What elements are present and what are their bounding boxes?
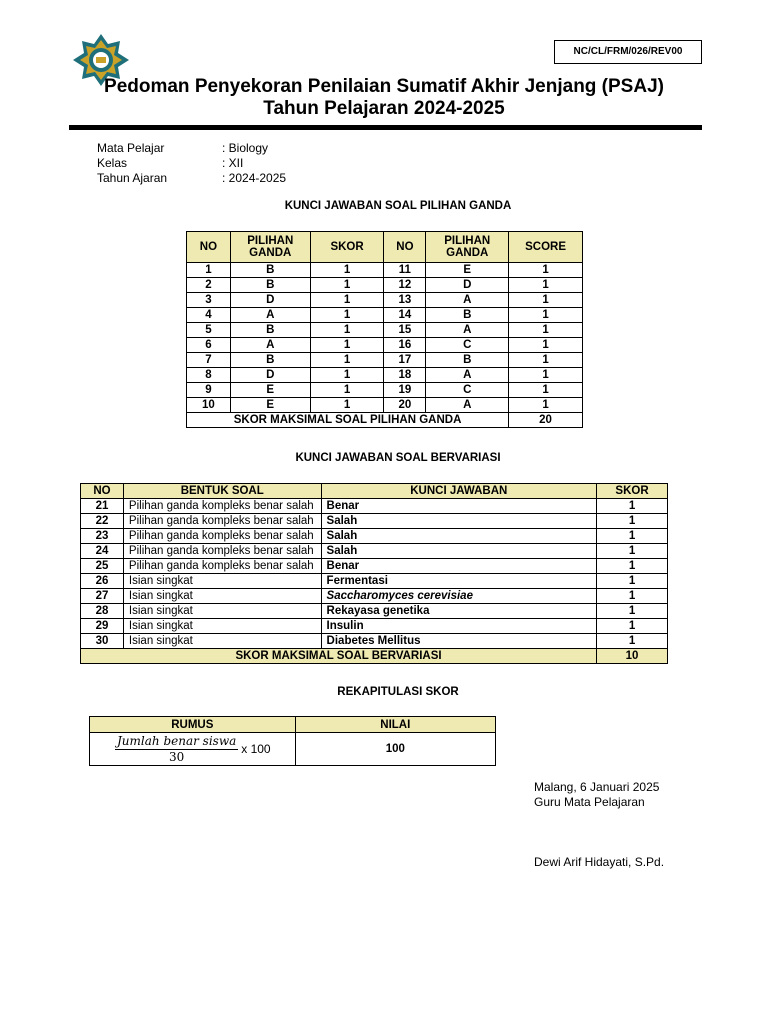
- var-type: Pilihan ganda kompleks benar salah: [123, 559, 321, 574]
- var-score: 1: [597, 634, 668, 649]
- pg-choice-2: B: [426, 308, 509, 323]
- pg-no: 4: [187, 308, 231, 323]
- var-score: 1: [597, 574, 668, 589]
- nilai-value: 100: [295, 733, 495, 766]
- table-row: [81, 514, 668, 529]
- table-row: [81, 529, 668, 544]
- var-header-score: SKOR: [597, 484, 668, 499]
- var-score: 1: [597, 514, 668, 529]
- pg-no-2: 20: [384, 398, 426, 413]
- var-type: Pilihan ganda kompleks benar salah: [123, 544, 321, 559]
- document-title: Pedoman Penyekoran Penilaian Sumatif Akhir Jenjang (PSAJ): [104, 76, 664, 97]
- pg-score: 1: [310, 338, 384, 353]
- pg-score: 1: [310, 383, 384, 398]
- form-code: NC/CL/FRM/026/REV00: [554, 40, 702, 64]
- pg-score-2: 1: [509, 353, 583, 368]
- pg-total-label: SKOR MAKSIMAL SOAL PILIHAN GANDA: [187, 413, 509, 428]
- var-score: 1: [597, 559, 668, 574]
- var-no: 23: [81, 529, 124, 544]
- pg-choice: A: [230, 308, 310, 323]
- table-row: [81, 499, 668, 514]
- var-header-type: BENTUK SOAL: [123, 484, 321, 499]
- table-row: [81, 634, 668, 649]
- pg-section-title: KUNCI JAWABAN SOAL PILIHAN GANDA: [284, 200, 512, 212]
- pg-score-2: 1: [509, 323, 583, 338]
- table-row: [187, 353, 583, 368]
- var-no: 24: [81, 544, 124, 559]
- var-no: 25: [81, 559, 124, 574]
- var-type: Isian singkat: [123, 634, 321, 649]
- table-row: [187, 398, 583, 413]
- var-no: 29: [81, 619, 124, 634]
- var-total-label: SKOR MAKSIMAL SOAL BERVARIASI: [81, 649, 597, 664]
- var-key: Fermentasi: [321, 574, 597, 589]
- formula-fraction: [115, 734, 238, 765]
- pg-score-2: 1: [509, 368, 583, 383]
- var-type: Pilihan ganda kompleks benar salah: [123, 529, 321, 544]
- pg-header-choice-2: PILIHAN GANDA: [426, 232, 509, 263]
- table-row: [187, 293, 583, 308]
- var-key: Benar: [321, 559, 597, 574]
- var-score: 1: [597, 604, 668, 619]
- pg-score: 1: [310, 308, 384, 323]
- formula-denominator: 30: [168, 749, 185, 764]
- pg-score: 1: [310, 278, 384, 293]
- var-header-key: KUNCI JAWABAN: [321, 484, 597, 499]
- pg-no: 9: [187, 383, 231, 398]
- var-total-value: 10: [597, 649, 668, 664]
- pg-answer-table: [186, 231, 583, 428]
- pg-score-2: 1: [509, 308, 583, 323]
- rekap-header-value: NILAI: [295, 717, 495, 733]
- pg-choice-2: E: [426, 263, 509, 278]
- pg-score-2: 1: [509, 383, 583, 398]
- pg-header-no: NO: [187, 232, 231, 263]
- var-type: Pilihan ganda kompleks benar salah: [123, 499, 321, 514]
- pg-no-2: 17: [384, 353, 426, 368]
- pg-score-2: 1: [509, 263, 583, 278]
- table-row: [81, 604, 668, 619]
- rekap-table: [89, 716, 496, 766]
- var-no: 28: [81, 604, 124, 619]
- pg-no: 8: [187, 368, 231, 383]
- header-rule: [69, 125, 702, 130]
- pg-choice: A: [230, 338, 310, 353]
- signature-place-date: Malang, 6 Januari 2025: [534, 780, 660, 794]
- pg-header-choice: PILIHAN GANDA: [230, 232, 310, 263]
- pg-choice-2: C: [426, 383, 509, 398]
- pg-header-no-2: NO: [384, 232, 426, 263]
- var-type: Isian singkat: [123, 619, 321, 634]
- rekap-section-title: REKAPITULASI SKOR: [337, 686, 459, 698]
- var-header-no: NO: [81, 484, 124, 499]
- info-value-subject: : Biology: [222, 141, 269, 155]
- pg-choice-2: A: [426, 398, 509, 413]
- table-row: [187, 383, 583, 398]
- pg-choice: B: [230, 278, 310, 293]
- table-row: [187, 338, 583, 353]
- pg-no: 1: [187, 263, 231, 278]
- document-subtitle: Tahun Pelajaran 2024-2025: [263, 98, 505, 119]
- var-type: Isian singkat: [123, 604, 321, 619]
- pg-score-2: 1: [509, 278, 583, 293]
- pg-choice-2: D: [426, 278, 509, 293]
- info-value-class: : XII: [222, 156, 244, 170]
- formula-numerator: Jumlah benar siswa: [117, 733, 237, 748]
- pg-no-2: 12: [384, 278, 426, 293]
- rekap-header-formula: RUMUS: [90, 717, 296, 733]
- var-key: Benar: [321, 499, 597, 514]
- pg-choice-2: A: [426, 323, 509, 338]
- pg-score: 1: [310, 293, 384, 308]
- var-key: Rekayasa genetika: [321, 604, 597, 619]
- pg-choice-2: A: [426, 368, 509, 383]
- pg-header-score: SKOR: [310, 232, 384, 263]
- var-key: Insulin: [321, 619, 597, 634]
- formula-multiplier: x 100: [241, 742, 271, 756]
- info-label-year: Tahun Ajaran: [97, 171, 168, 185]
- var-type: Pilihan ganda kompleks benar salah: [123, 514, 321, 529]
- var-key: Salah: [321, 529, 597, 544]
- table-row: [81, 619, 668, 634]
- table-row: [187, 308, 583, 323]
- info-label-class: Kelas: [97, 156, 128, 170]
- pg-score: 1: [310, 368, 384, 383]
- pg-no: 5: [187, 323, 231, 338]
- pg-choice: D: [230, 293, 310, 308]
- pg-no: 3: [187, 293, 231, 308]
- pg-no-2: 15: [384, 323, 426, 338]
- info-label-subject: Mata Pelajar: [97, 141, 165, 155]
- var-key: Salah: [321, 514, 597, 529]
- pg-no-2: 14: [384, 308, 426, 323]
- var-score: 1: [597, 499, 668, 514]
- pg-score-2: 1: [509, 338, 583, 353]
- table-row: [81, 574, 668, 589]
- pg-no-2: 11: [384, 263, 426, 278]
- signature-role: Guru Mata Pelajaran: [534, 795, 645, 809]
- info-value-year: : 2024-2025: [222, 171, 287, 185]
- pg-choice: B: [230, 353, 310, 368]
- table-row: [187, 323, 583, 338]
- table-row: [187, 278, 583, 293]
- pg-choice: E: [230, 383, 310, 398]
- var-key: Saccharomyces cerevisiae: [321, 589, 597, 604]
- var-no: 27: [81, 589, 124, 604]
- pg-score: 1: [310, 263, 384, 278]
- pg-choice: E: [230, 398, 310, 413]
- var-section-title: KUNCI JAWABAN SOAL BERVARIASI: [295, 452, 501, 464]
- pg-score-2: 1: [509, 398, 583, 413]
- signature-name: Dewi Arif Hidayati, S.Pd.: [534, 855, 665, 869]
- pg-score-2: 1: [509, 293, 583, 308]
- pg-choice: B: [230, 323, 310, 338]
- var-key: Salah: [321, 544, 597, 559]
- pg-no: 10: [187, 398, 231, 413]
- pg-no-2: 13: [384, 293, 426, 308]
- pg-no: 6: [187, 338, 231, 353]
- var-no: 30: [81, 634, 124, 649]
- var-key: Diabetes Mellitus: [321, 634, 597, 649]
- var-score: 1: [597, 544, 668, 559]
- var-score: 1: [597, 529, 668, 544]
- pg-choice-2: C: [426, 338, 509, 353]
- table-row: [81, 589, 668, 604]
- var-no: 22: [81, 514, 124, 529]
- pg-no-2: 18: [384, 368, 426, 383]
- pg-total-value: 20: [509, 413, 583, 428]
- table-row: [187, 263, 583, 278]
- pg-header-score-2: SCORE: [509, 232, 583, 263]
- pg-no-2: 19: [384, 383, 426, 398]
- var-no: 26: [81, 574, 124, 589]
- var-score: 1: [597, 589, 668, 604]
- var-type: Isian singkat: [123, 589, 321, 604]
- pg-choice-2: B: [426, 353, 509, 368]
- pg-score: 1: [310, 398, 384, 413]
- var-type: Isian singkat: [123, 574, 321, 589]
- pg-no: 7: [187, 353, 231, 368]
- var-score: 1: [597, 619, 668, 634]
- pg-no-2: 16: [384, 338, 426, 353]
- pg-choice: D: [230, 368, 310, 383]
- pg-score: 1: [310, 323, 384, 338]
- formula-cell: [90, 733, 296, 766]
- pg-choice: B: [230, 263, 310, 278]
- pg-choice-2: A: [426, 293, 509, 308]
- var-no: 21: [81, 499, 124, 514]
- pg-score: 1: [310, 353, 384, 368]
- var-answer-table: [80, 483, 668, 664]
- table-row: [81, 559, 668, 574]
- table-row: [81, 544, 668, 559]
- pg-no: 2: [187, 278, 231, 293]
- table-row: [187, 368, 583, 383]
